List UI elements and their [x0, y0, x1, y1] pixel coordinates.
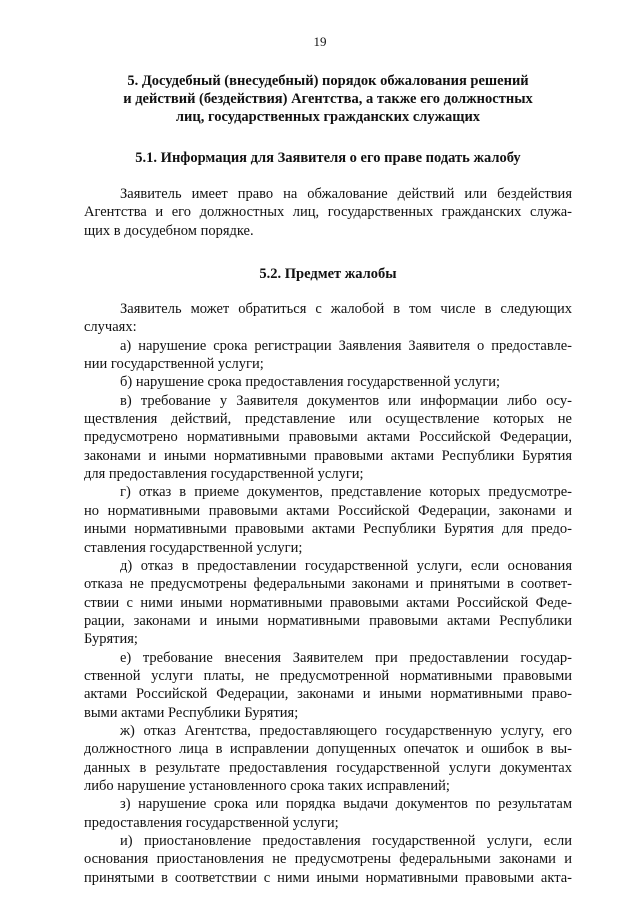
complaint-cases-list [84, 337, 572, 887]
text-line: но нормативными правовыми актами Российской Федерации, законами и [84, 502, 572, 519]
text-line: ществления действий, представление или осуществление которых не [84, 411, 572, 428]
text-line: данных в результате предоставления государственной услуги документах [84, 759, 572, 776]
text-line: г) отказ в приеме документов, представление которых предусмотре- [120, 484, 572, 501]
text-line: предоставления государственной услуги; [84, 814, 339, 831]
text-line: либо нарушение установленного срока таких исправлений; [84, 777, 450, 794]
text-line: должностного лица в исправлении допущенных опечаток и ошибок в вы- [84, 741, 572, 758]
text-line: отказа не предусмотрены федеральными законами и принятыми в соответ- [84, 576, 572, 593]
text-line: ж) отказ Агентства, предоставляющего государственную услугу, его [120, 722, 572, 739]
text-line: ставления государственной услуги; [84, 539, 303, 556]
text-line: д) отказ в предоставлении государственной услуги, если основания [120, 557, 572, 574]
text-line: случаях: [84, 319, 137, 336]
text-line: рации, законами и иными нормативными правовыми актами Республики [84, 612, 572, 629]
page-content [84, 72, 572, 887]
text-line: е) требование внесения Заявителем при предоставлении государ- [120, 649, 572, 666]
subsection-1-paragraph [84, 185, 572, 240]
text-line: нии государственной услуги; [84, 356, 264, 373]
list-item [84, 392, 572, 484]
section-heading-line: 5. Досудебный (внесудебный) порядок обжалования решений [127, 73, 529, 89]
list-item [84, 795, 572, 832]
text-line: Заявитель имеет право на обжалование действий или бездействия [120, 186, 572, 202]
subsection-1-title: 5.1. Информация для Заявителя о его праве подать жалобу [135, 150, 521, 166]
text-line: а) нарушение срока регистрации Заявления Заявителя о предоставле- [120, 337, 572, 354]
list-item [84, 557, 572, 649]
text-line: ствии с ними иными нормативными правовыми актами Российской Феде- [84, 594, 572, 611]
text-line: з) нарушение срока или порядка выдачи документов по результатам [120, 796, 572, 813]
text-line: в) требование у Заявителя документов или информации либо осу- [120, 392, 572, 409]
text-line: принятыми в соответствии с ними иными нормативными правовыми акта- [84, 869, 572, 886]
text-line: основания приостановления не предусмотрены федеральными законами и [84, 851, 572, 868]
text-line: предусмотрено нормативными правовыми актами Российской Федерации, [84, 429, 572, 446]
subsection-2-intro [84, 300, 572, 337]
text-line: выми актами Республики Бурятия; [84, 704, 299, 721]
list-item [84, 722, 572, 795]
list-item [84, 337, 572, 374]
subsection-2-title: 5.2. Предмет жалобы [259, 266, 397, 283]
section-heading-line: и действий (бездействия) Агентства, а также его должностных [123, 91, 533, 107]
text-line: б) нарушение срока предоставления государственной услуги; [120, 374, 500, 391]
text-line: Бурятия; [84, 631, 138, 648]
section-heading-line: лиц, государственных гражданских служащих [175, 109, 481, 125]
text-line: ственной услуги платы, не предусмотренной нормативными правовыми [84, 667, 572, 684]
text-line: иными нормативными правовыми актами Республики Бурятия для предо- [84, 521, 572, 538]
text-line: щих в досудебном порядке. [84, 222, 254, 239]
section-heading [84, 72, 572, 126]
text-line: для предоставления государственной услуги; [84, 466, 364, 483]
text-line: Заявитель может обратиться с жалобой в том числе в следующих [120, 301, 572, 318]
text-line: актами Российской Федерации, законами и иными нормативными право- [84, 686, 572, 703]
list-item [84, 832, 572, 887]
list-item [84, 649, 572, 722]
text-line: Агентства и его должностных лиц, государственных гражданских служа- [84, 204, 572, 221]
text-line: законами и иными нормативными правовыми актами Республики Бурятия [84, 447, 572, 464]
list-item [84, 483, 572, 556]
list-item [84, 373, 572, 391]
text-line: и) приостановление предоставления государственной услуги, если [120, 833, 572, 849]
page-number: 19 [313, 34, 327, 49]
